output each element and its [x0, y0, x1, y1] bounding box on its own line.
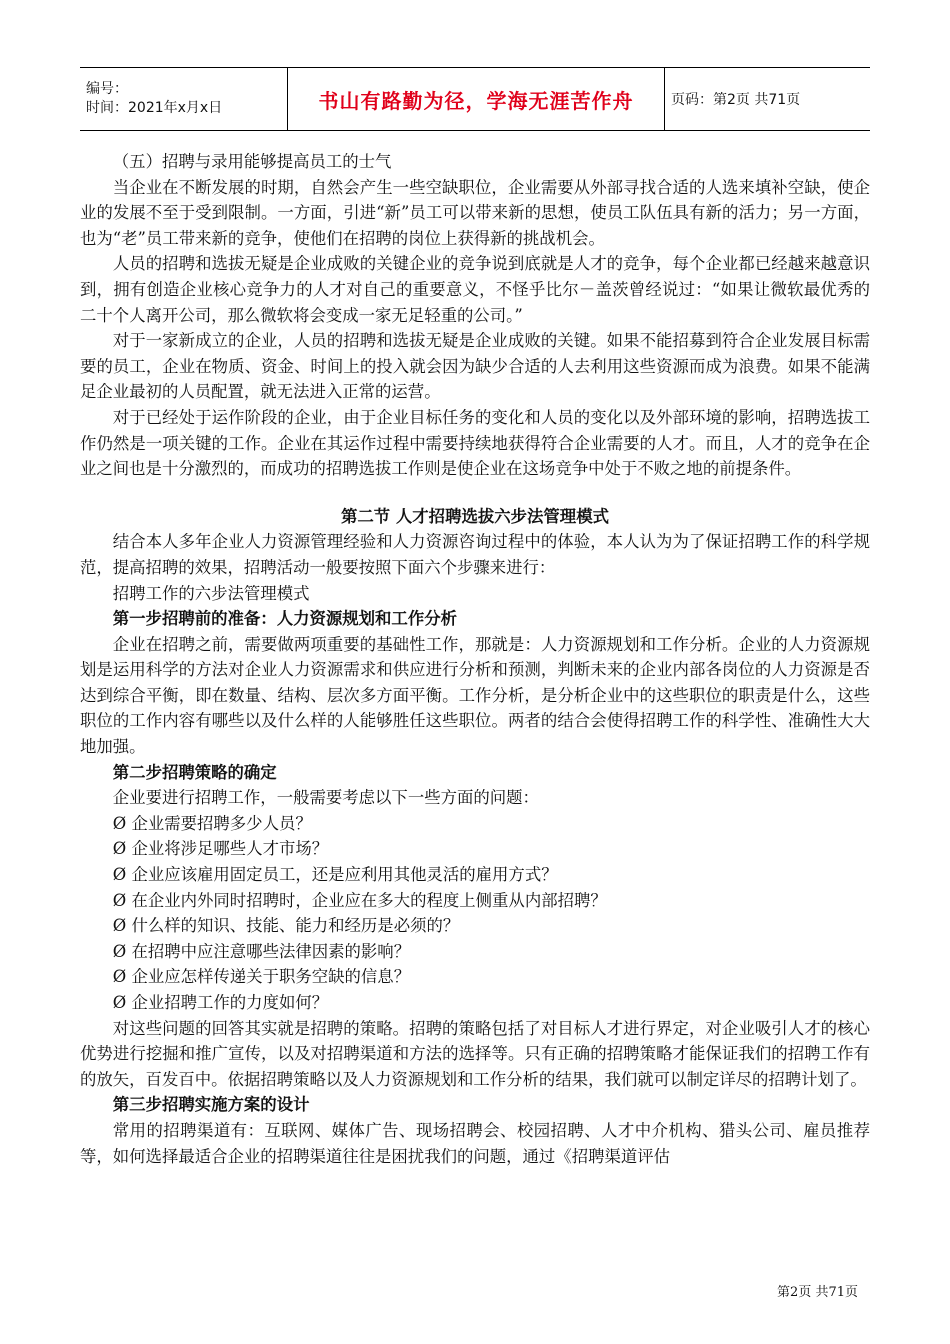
- header-page-cell: [665, 68, 870, 130]
- paragraph: Ø 企业招聘工作的力度如何？: [112, 993, 329, 1012]
- header-left-cell: [80, 68, 287, 130]
- header-motto: 书山有路勤为径，学海无涯苦作舟: [318, 88, 634, 113]
- paragraph: 对这些问题的回答其实就是招聘的策略。招聘的策略包括了对目标人才进行界定，对企业吸引人才的核心优势进行挖掘和推广宣传，以及对招聘渠道和方法的选择等。只有正确的招聘策略才能保证我们的招聘工作有的放矢，百发百中。依据招聘策略以及人力资源规划和工作分析的结果，我们就可以制定详尽的招聘计划了。: [80, 1018, 870, 1089]
- page-footer: 第2页 共71页: [777, 1285, 858, 1300]
- paragraph: Ø 企业将涉足哪些人才市场？: [112, 839, 329, 859]
- paragraph: 结合本人多年企业人力资源管理经验和人力资源咨询过程中的体验，本人认为为了保证招聘工作的科学规范，提高招聘的效果，招聘活动一般要按照下面六个步骤来进行：: [80, 532, 870, 577]
- paragraph: Ø 企业需要招聘多少人员？: [112, 813, 312, 833]
- doc-date: 时间：2021年x月x日: [86, 100, 223, 116]
- page-header: [80, 67, 870, 131]
- header-page-info: 页码：第2页 共71页: [671, 92, 801, 108]
- paragraph: Ø 企业应怎样传递关于职务空缺的信息？: [112, 967, 411, 987]
- paragraph-gap: [80, 482, 870, 504]
- paragraph: 招聘工作的六步法管理模式: [112, 583, 310, 603]
- doc-number: 编号：: [86, 81, 128, 97]
- paragraph: Ø 在企业内外同时招聘时，企业应在多大的程度上侧重从内部招聘？: [112, 890, 607, 910]
- document-body: [80, 149, 870, 1169]
- paragraph: Ø 在招聘中应注意哪些法律因素的影响？: [112, 941, 411, 961]
- paragraph: 企业在招聘之前，需要做两项重要的基础性工作，那就是：人力资源规划和工作分析。企业的人力资源规划是运用科学的方法对企业人力资源需求和供应进行分析和预测，判断未来的企业内部各岗位的人力资源是否达到综合平衡，即在数量、结构、层次多方面平衡。工作分析，是分析企业中的这些职位的职责是什么，这些职位的工作内容有哪些以及什么样的人能够胜任这些职位。两者的结合会使得招聘工作的科学性、准确性大大地加强。: [80, 634, 870, 757]
- step-heading: 第一步招聘前的准备：人力资源规划和工作分析: [112, 609, 457, 629]
- paragraph: Ø 企业应该雇用固定员工，还是应利用其他灵活的雇用方式？: [112, 865, 558, 885]
- paragraph: 常用的招聘渠道有：互联网、媒体广告、现场招聘会、校园招聘、人才中介机构、猎头公司、雇员推荐等，如何选择最适合企业的招聘渠道往往是困扰我们的问题，通过《招聘渠道评估: [80, 1120, 870, 1166]
- paragraph: 人员的招聘和选拔无疑是企业成败的关键企业的竞争说到底就是人才的竞争，每个企业都已经越来越意识到，拥有创造企业核心竞争力的人才对自己的重要意义，不怪乎比尔－盖茨曾经说过：“如果让微软最优秀的二十个人离开公司，那么微软将会变成一家无足轻重的公司。”: [80, 254, 870, 325]
- paragraph: Ø 什么样的知识、技能、能力和经历是必须的？: [112, 916, 460, 936]
- paragraph: 当企业在不断发展的时期，自然会产生一些空缺职位，企业需要从外部寻找合适的人选来填补空缺，使企业的发展不至于受到限制。一方面，引进“新”员工可以带来新的思想，使员工队伍具有新的活力；另一方面，也为“老”员工带来新的竞争，使他们在招聘的岗位上获得新的挑战机会。: [80, 177, 870, 248]
- header-motto-cell: [287, 68, 665, 130]
- paragraph: （五）招聘与录用能够提高员工的士气: [112, 152, 392, 171]
- step-heading: 第二步招聘策略的确定: [112, 762, 277, 782]
- section-title: 第二节 人才招聘选拔六步法管理模式: [341, 506, 609, 526]
- paragraph: 对于已经处于运作阶段的企业，由于企业目标任务的变化和人员的变化以及外部环境的影响，招聘选拔工作仍然是一项关键的工作。企业在其运作过程中需要持续地获得符合企业需要的人才。而且，人才的竞争在企业之间也是十分激烈的，而成功的招聘选拔工作则是使企业在这场竞争中处于不败之地的前提条件。: [80, 407, 870, 479]
- paragraph: 对于一家新成立的企业，人员的招聘和选拔无疑是企业成败的关键。如果不能招募到符合企业发展目标需要的员工，企业在物质、资金、时间上的投入就会因为缺少合适的人去利用这些资源而成为浪费。如果不能满足企业最初的人员配置，就无法进入正常的运营。: [80, 331, 870, 402]
- step-heading: 第三步招聘实施方案的设计: [112, 1095, 310, 1115]
- paragraph: 企业要进行招聘工作，一般需要考虑以下一些方面的问题：: [112, 788, 539, 808]
